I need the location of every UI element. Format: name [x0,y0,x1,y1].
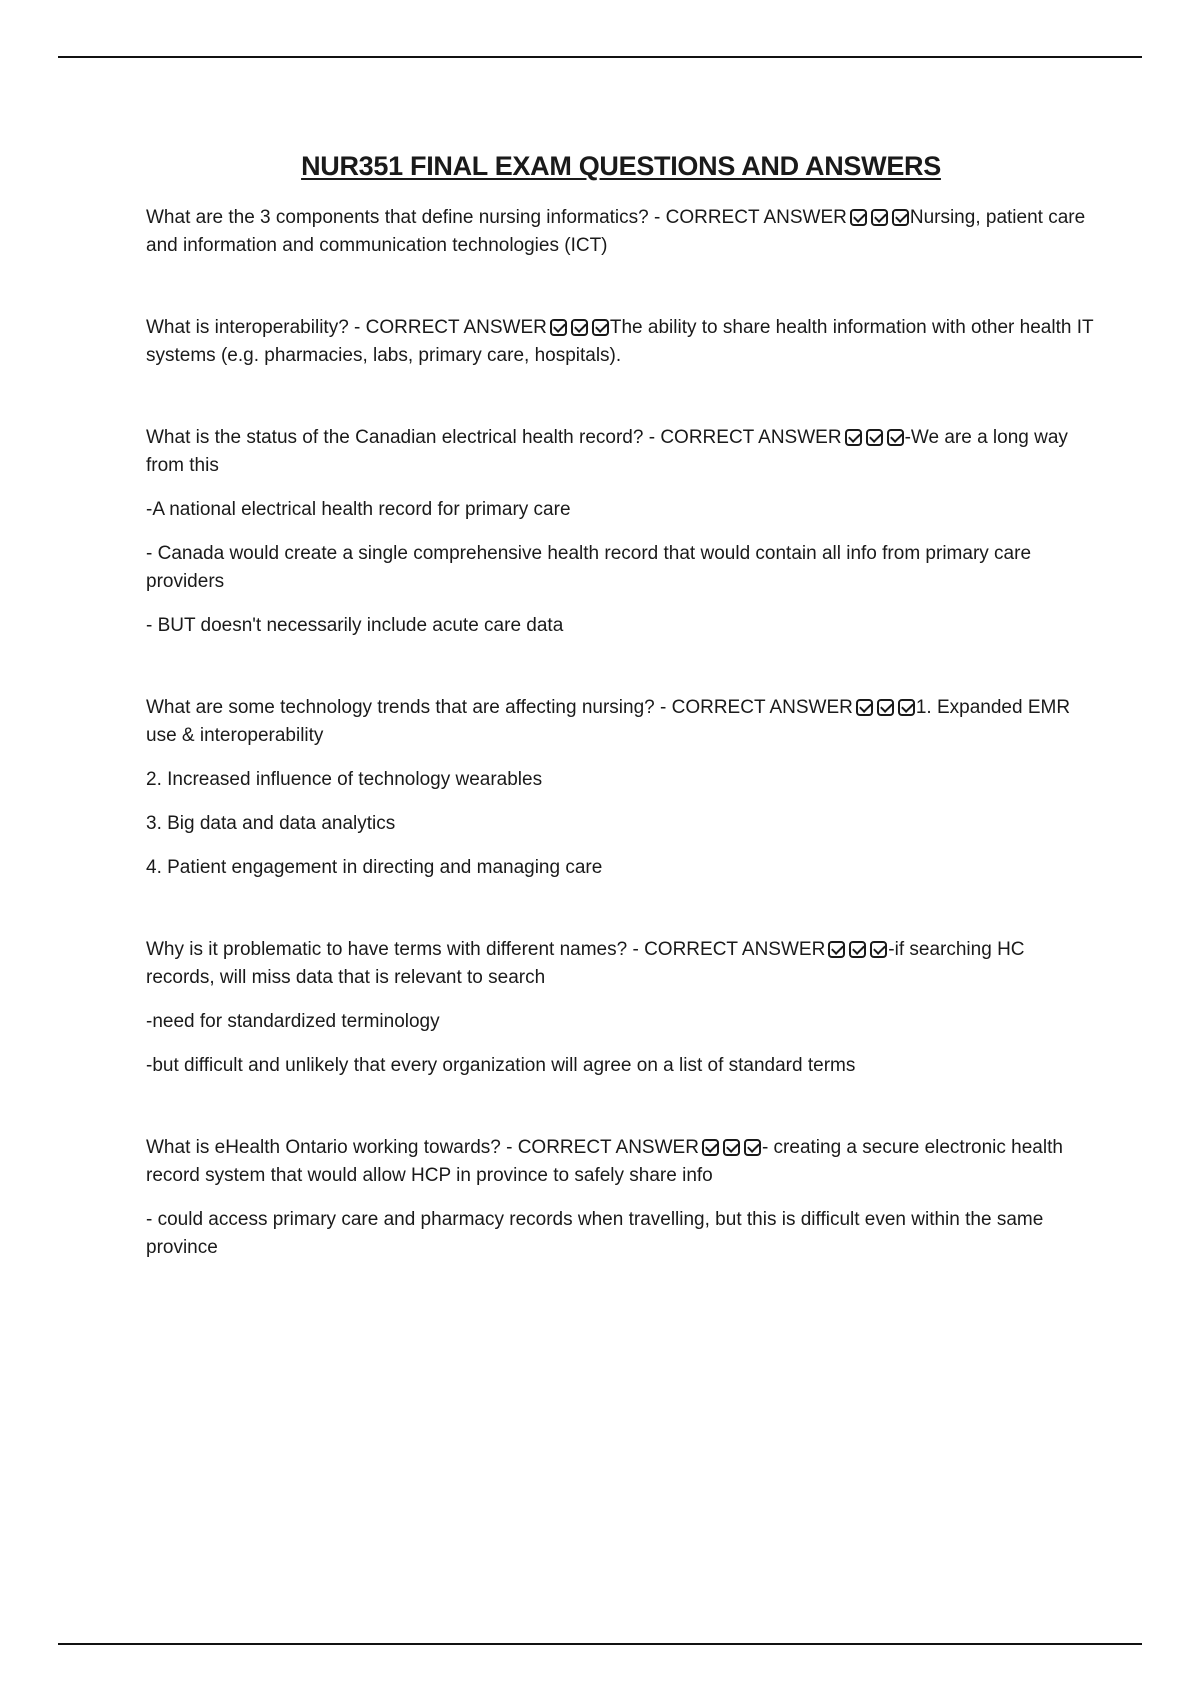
answer-text: 1. Expanded EMR use & interoperability [146,697,1071,746]
qa-item-4 [146,694,1096,882]
question-line [146,424,1096,480]
checkbox-checked-icon [849,941,866,958]
check-marks [853,697,916,718]
answer-detail-line: 3. Big data and data analytics [146,813,396,834]
answer-marker: - CORRECT ANSWER [627,939,826,960]
answer-detail-line: 2. Increased influence of technology wearables [146,769,543,790]
document-title: NUR351 FINAL EXAM QUESTIONS AND ANSWERS [301,151,941,181]
check-marks [547,317,610,338]
checkbox-checked-icon [550,319,567,336]
document-body [146,144,1096,1316]
answer-detail-line: - BUT doesn't necessarily include acute care data [146,615,564,636]
checkbox-checked-icon [892,209,909,226]
footer-rule [58,1643,1142,1645]
answer-text: - creating a secure electronic health record system that would allow HCP in province to safely share info [146,1137,1063,1186]
checkbox-checked-icon [877,699,894,716]
question-line [146,1134,1096,1190]
qa-item-6 [146,1134,1096,1262]
header-rule [58,56,1142,58]
question-line [146,694,1096,750]
answer-marker: - CORRECT ANSWER [643,427,842,448]
checkbox-checked-icon [828,941,845,958]
check-marks [825,939,888,960]
checkbox-checked-icon [898,699,915,716]
check-marks [699,1137,762,1158]
checkbox-checked-icon [571,319,588,336]
question-line [146,936,1096,992]
checkbox-checked-icon [887,429,904,446]
checkbox-checked-icon [702,1139,719,1156]
question-line [146,314,1096,370]
check-marks [847,207,910,228]
qa-item-2 [146,314,1096,370]
checkbox-checked-icon [866,429,883,446]
answer-text: The ability to share health information with other health IT systems (e.g. pharmacies, labs, primary care, hospitals). [146,317,1094,366]
answer-detail-line: 4. Patient engagement in directing and managing care [146,857,603,878]
checkbox-checked-icon [845,429,862,446]
answer-text: -We are a long way from this [146,427,1068,476]
answer-detail-line: -A national electrical health record for primary care [146,499,571,520]
checkbox-checked-icon [592,319,609,336]
question-text: What is interoperability? [146,317,349,338]
checkbox-checked-icon [850,209,867,226]
question-text: What is eHealth Ontario working towards? [146,1137,501,1158]
answer-marker: - CORRECT ANSWER [654,697,853,718]
answer-text: -if searching HC records, will miss data that is relevant to search [146,939,1025,988]
question-text: Why is it problematic to have terms with different names? [146,939,628,960]
answer-marker: - CORRECT ANSWER [348,317,547,338]
checkbox-checked-icon [856,699,873,716]
question-text: What are some technology trends that are affecting nursing? [146,697,655,718]
question-text: What are the 3 components that define nursing informatics? [146,207,649,228]
check-marks [842,427,905,448]
checkbox-checked-icon [744,1139,761,1156]
answer-marker: - CORRECT ANSWER [648,207,847,228]
checkbox-checked-icon [723,1139,740,1156]
qa-item-3 [146,424,1096,640]
question-line [146,204,1096,260]
answer-marker: - CORRECT ANSWER [500,1137,699,1158]
answer-detail-line: - Canada would create a single comprehensive health record that would contain all info from primary care providers [146,543,1032,592]
question-text: What is the status of the Canadian electrical health record? [146,427,644,448]
answer-text: Nursing, patient care and information and communication technologies (ICT) [146,207,1086,256]
qa-item-5 [146,936,1096,1080]
checkbox-checked-icon [871,209,888,226]
answer-detail-line: -need for standardized terminology [146,1011,440,1032]
answer-detail-line: -but difficult and unlikely that every organization will agree on a list of standard terms [146,1055,856,1076]
answer-detail-line: - could access primary care and pharmacy records when travelling, but this is difficult even within the same province [146,1209,1044,1258]
qa-item-1 [146,204,1096,260]
checkbox-checked-icon [870,941,887,958]
